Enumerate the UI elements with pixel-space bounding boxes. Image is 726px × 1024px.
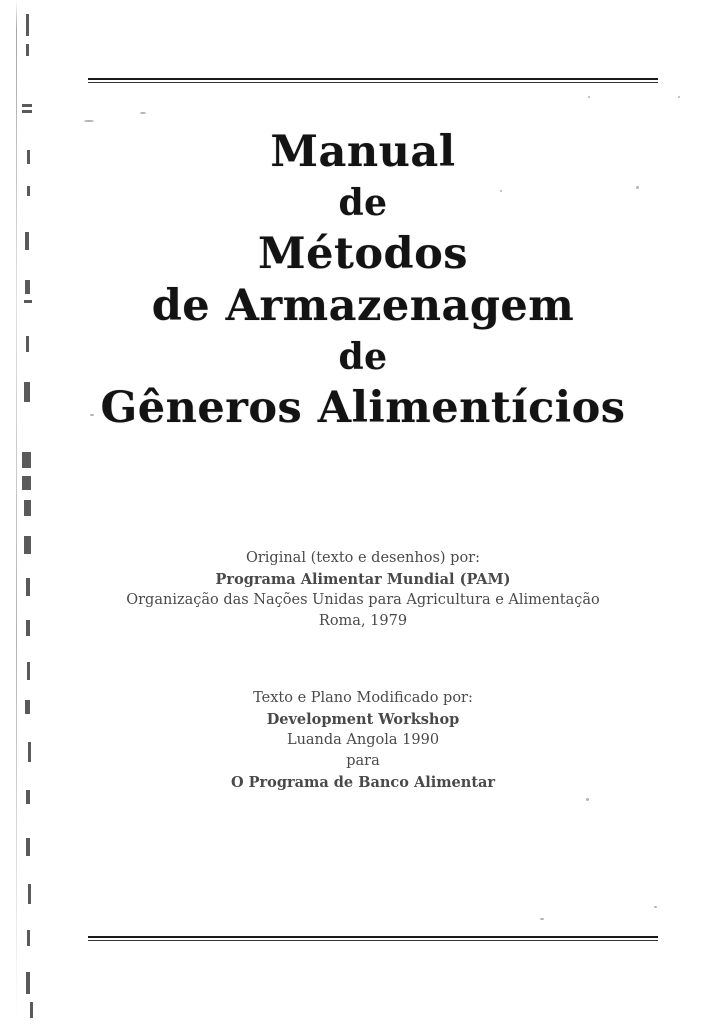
title-line-5: de bbox=[338, 336, 388, 378]
scan-speck bbox=[84, 120, 94, 122]
scan-speck bbox=[654, 906, 657, 908]
top-divider-rule bbox=[88, 78, 658, 84]
scan-speck bbox=[678, 96, 680, 98]
scan-speck bbox=[586, 798, 589, 801]
title-line-1: Manual bbox=[270, 127, 456, 177]
title-line-2: de bbox=[338, 182, 388, 224]
scan-speck bbox=[140, 112, 146, 114]
scan-speck bbox=[540, 918, 544, 920]
credits-modified-line-5: O Programa de Banco Alimentar bbox=[230, 774, 496, 791]
credits-modified-line-1: Texto e Plano Modificado por: bbox=[253, 690, 473, 706]
credits-original-line-4: Roma, 1979 bbox=[318, 613, 408, 629]
page-edge-line bbox=[16, 0, 17, 1024]
credits-original-line-3: Organização das Nações Unidas para Agricultura e Alimentação bbox=[126, 592, 600, 608]
credits-original bbox=[40, 548, 686, 632]
title-line-4: de Armazenagem bbox=[151, 281, 575, 331]
credits-modified-line-2: Development Workshop bbox=[266, 711, 460, 728]
page-title bbox=[40, 126, 686, 434]
credits-modified bbox=[40, 688, 686, 793]
credits-original-line-2: Programa Alimentar Mundial (PAM) bbox=[215, 571, 511, 588]
bottom-divider-rule bbox=[88, 936, 658, 942]
title-line-6: Gêneros Alimentícios bbox=[100, 383, 626, 433]
credits-original-line-1: Original (texto e desenhos) por: bbox=[245, 550, 481, 566]
credits-modified-line-3: Luanda Angola 1990 bbox=[286, 732, 440, 748]
scan-speck bbox=[588, 96, 590, 98]
credits-modified-line-4: para bbox=[346, 753, 380, 769]
title-line-3: Métodos bbox=[258, 229, 468, 279]
